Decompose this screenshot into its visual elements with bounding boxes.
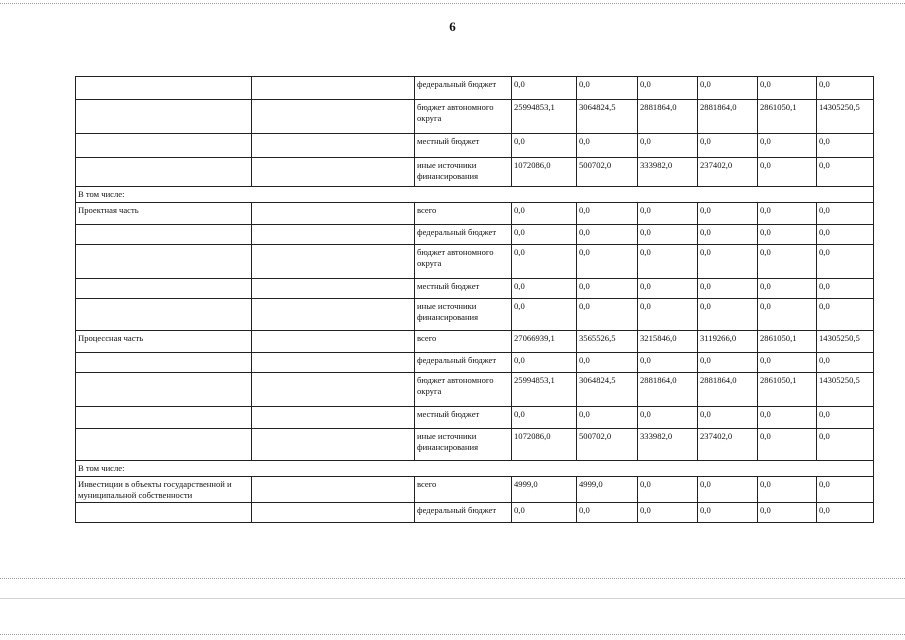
year-5-cell: 0,0 — [817, 225, 874, 245]
year-5-cell: 0,0 — [817, 279, 874, 299]
year-2-cell: 0,0 — [638, 279, 698, 299]
year-1-cell: 0,0 — [577, 503, 638, 523]
year-5-cell: 0,0 — [817, 429, 874, 461]
executor-cell — [252, 407, 415, 429]
source-cell: местный бюджет — [415, 134, 512, 158]
source-cell: иные источники финансирования — [415, 158, 512, 187]
program-cell — [76, 245, 252, 279]
table-row — [76, 477, 874, 503]
table-row — [76, 429, 874, 461]
program-cell: Инвестиции в объекты государственной и муниципальной собственности — [76, 477, 252, 503]
year-5-cell: 14305250,5 — [817, 331, 874, 353]
year-5-cell: 0,0 — [817, 203, 874, 225]
total-cell: 0,0 — [512, 503, 577, 523]
total-cell: 25994853,1 — [512, 373, 577, 407]
table-row — [76, 503, 874, 523]
page-edge-line — [0, 598, 905, 599]
year-5-cell: 0,0 — [817, 407, 874, 429]
executor-cell — [252, 245, 415, 279]
year-2-cell: 0,0 — [638, 77, 698, 100]
executor-cell — [252, 503, 415, 523]
year-4-cell: 0,0 — [758, 429, 817, 461]
section-row — [76, 461, 874, 477]
executor-cell — [252, 299, 415, 331]
section-label: В том числе: — [76, 461, 874, 477]
year-3-cell: 0,0 — [698, 245, 758, 279]
year-1-cell: 3064824,5 — [577, 373, 638, 407]
year-2-cell: 333982,0 — [638, 158, 698, 187]
source-cell: всего — [415, 331, 512, 353]
year-1-cell: 4999,0 — [577, 477, 638, 503]
year-1-cell: 3565526,5 — [577, 331, 638, 353]
total-cell: 0,0 — [512, 225, 577, 245]
year-3-cell: 2881864,0 — [698, 373, 758, 407]
year-1-cell: 0,0 — [577, 279, 638, 299]
executor-cell — [252, 134, 415, 158]
source-cell: бюджет автономного округа — [415, 245, 512, 279]
total-cell: 27066939,1 — [512, 331, 577, 353]
program-cell — [76, 100, 252, 134]
executor-cell — [252, 100, 415, 134]
source-cell: иные источники финансирования — [415, 429, 512, 461]
year-3-cell: 0,0 — [698, 407, 758, 429]
executor-cell — [252, 477, 415, 503]
table-row — [76, 225, 874, 245]
year-5-cell: 0,0 — [817, 503, 874, 523]
year-2-cell: 0,0 — [638, 245, 698, 279]
program-cell — [76, 299, 252, 331]
year-5-cell: 0,0 — [817, 353, 874, 373]
table-row — [76, 134, 874, 158]
total-cell: 0,0 — [512, 77, 577, 100]
year-3-cell: 237402,0 — [698, 429, 758, 461]
year-5-cell: 0,0 — [817, 134, 874, 158]
program-cell: Процессная часть — [76, 331, 252, 353]
year-1-cell: 0,0 — [577, 299, 638, 331]
year-2-cell: 2881864,0 — [638, 373, 698, 407]
budget-table — [75, 76, 874, 523]
section-row — [76, 187, 874, 203]
table-row — [76, 331, 874, 353]
table-row — [76, 77, 874, 100]
scan-artifact-foot — [0, 634, 905, 635]
program-cell: Проектная часть — [76, 203, 252, 225]
year-2-cell: 0,0 — [638, 225, 698, 245]
year-1-cell: 0,0 — [577, 203, 638, 225]
table-row — [76, 299, 874, 331]
year-4-cell: 0,0 — [758, 77, 817, 100]
year-4-cell: 2861050,1 — [758, 373, 817, 407]
year-3-cell: 237402,0 — [698, 158, 758, 187]
total-cell: 0,0 — [512, 407, 577, 429]
year-2-cell: 0,0 — [638, 134, 698, 158]
total-cell: 0,0 — [512, 134, 577, 158]
year-3-cell: 0,0 — [698, 503, 758, 523]
year-1-cell: 0,0 — [577, 225, 638, 245]
year-4-cell: 0,0 — [758, 225, 817, 245]
year-3-cell: 0,0 — [698, 134, 758, 158]
source-cell: всего — [415, 203, 512, 225]
year-4-cell: 0,0 — [758, 134, 817, 158]
year-3-cell: 0,0 — [698, 299, 758, 331]
total-cell: 0,0 — [512, 353, 577, 373]
year-5-cell: 0,0 — [817, 77, 874, 100]
year-2-cell: 0,0 — [638, 477, 698, 503]
source-cell: федеральный бюджет — [415, 353, 512, 373]
year-1-cell: 0,0 — [577, 245, 638, 279]
total-cell: 1072086,0 — [512, 158, 577, 187]
year-4-cell: 0,0 — [758, 279, 817, 299]
year-2-cell: 0,0 — [638, 503, 698, 523]
year-1-cell: 0,0 — [577, 353, 638, 373]
year-2-cell: 0,0 — [638, 407, 698, 429]
year-1-cell: 0,0 — [577, 407, 638, 429]
year-4-cell: 0,0 — [758, 299, 817, 331]
table-row — [76, 158, 874, 187]
year-5-cell: 14305250,5 — [817, 100, 874, 134]
year-3-cell: 2881864,0 — [698, 100, 758, 134]
program-cell — [76, 353, 252, 373]
program-cell — [76, 279, 252, 299]
program-cell — [76, 158, 252, 187]
scan-artifact-top — [0, 3, 905, 4]
year-3-cell: 3119266,0 — [698, 331, 758, 353]
source-cell: федеральный бюджет — [415, 77, 512, 100]
executor-cell — [252, 203, 415, 225]
year-2-cell: 2881864,0 — [638, 100, 698, 134]
page-number: 6 — [449, 19, 456, 34]
year-4-cell: 0,0 — [758, 407, 817, 429]
source-cell: местный бюджет — [415, 407, 512, 429]
year-3-cell: 0,0 — [698, 353, 758, 373]
year-2-cell: 0,0 — [638, 203, 698, 225]
year-1-cell: 500702,0 — [577, 429, 638, 461]
year-3-cell: 0,0 — [698, 279, 758, 299]
executor-cell — [252, 429, 415, 461]
year-3-cell: 0,0 — [698, 477, 758, 503]
program-cell — [76, 407, 252, 429]
executor-cell — [252, 158, 415, 187]
year-1-cell: 0,0 — [577, 77, 638, 100]
year-4-cell: 0,0 — [758, 245, 817, 279]
year-2-cell: 3215846,0 — [638, 331, 698, 353]
executor-cell — [252, 373, 415, 407]
year-4-cell: 0,0 — [758, 203, 817, 225]
year-4-cell: 0,0 — [758, 503, 817, 523]
source-cell: бюджет автономного округа — [415, 373, 512, 407]
year-1-cell: 500702,0 — [577, 158, 638, 187]
table-row — [76, 353, 874, 373]
year-1-cell: 3064824,5 — [577, 100, 638, 134]
year-4-cell: 0,0 — [758, 158, 817, 187]
year-4-cell: 0,0 — [758, 353, 817, 373]
total-cell: 0,0 — [512, 279, 577, 299]
total-cell: 0,0 — [512, 245, 577, 279]
program-cell — [76, 373, 252, 407]
year-4-cell: 0,0 — [758, 477, 817, 503]
program-cell — [76, 225, 252, 245]
source-cell: федеральный бюджет — [415, 503, 512, 523]
source-cell: местный бюджет — [415, 279, 512, 299]
year-3-cell: 0,0 — [698, 203, 758, 225]
section-label: В том числе: — [76, 187, 874, 203]
year-1-cell: 0,0 — [577, 134, 638, 158]
table-row — [76, 373, 874, 407]
year-5-cell: 0,0 — [817, 158, 874, 187]
program-cell — [76, 503, 252, 523]
table-row — [76, 279, 874, 299]
program-cell — [76, 429, 252, 461]
program-cell — [76, 134, 252, 158]
source-cell: бюджет автономного округа — [415, 100, 512, 134]
year-2-cell: 0,0 — [638, 299, 698, 331]
executor-cell — [252, 77, 415, 100]
executor-cell — [252, 225, 415, 245]
scan-artifact-bottom — [0, 578, 905, 579]
year-5-cell: 0,0 — [817, 477, 874, 503]
year-5-cell: 0,0 — [817, 299, 874, 331]
executor-cell — [252, 353, 415, 373]
year-3-cell: 0,0 — [698, 225, 758, 245]
source-cell: федеральный бюджет — [415, 225, 512, 245]
year-5-cell: 14305250,5 — [817, 373, 874, 407]
total-cell: 25994853,1 — [512, 100, 577, 134]
total-cell: 4999,0 — [512, 477, 577, 503]
year-2-cell: 0,0 — [638, 353, 698, 373]
table-row — [76, 203, 874, 225]
executor-cell — [252, 279, 415, 299]
source-cell: всего — [415, 477, 512, 503]
year-4-cell: 2861050,1 — [758, 331, 817, 353]
total-cell: 0,0 — [512, 203, 577, 225]
table-row — [76, 100, 874, 134]
year-2-cell: 333982,0 — [638, 429, 698, 461]
year-4-cell: 2861050,1 — [758, 100, 817, 134]
table-row — [76, 407, 874, 429]
year-5-cell: 0,0 — [817, 245, 874, 279]
total-cell: 0,0 — [512, 299, 577, 331]
year-3-cell: 0,0 — [698, 77, 758, 100]
executor-cell — [252, 331, 415, 353]
table-row — [76, 245, 874, 279]
program-cell — [76, 77, 252, 100]
total-cell: 1072086,0 — [512, 429, 577, 461]
source-cell: иные источники финансирования — [415, 299, 512, 331]
